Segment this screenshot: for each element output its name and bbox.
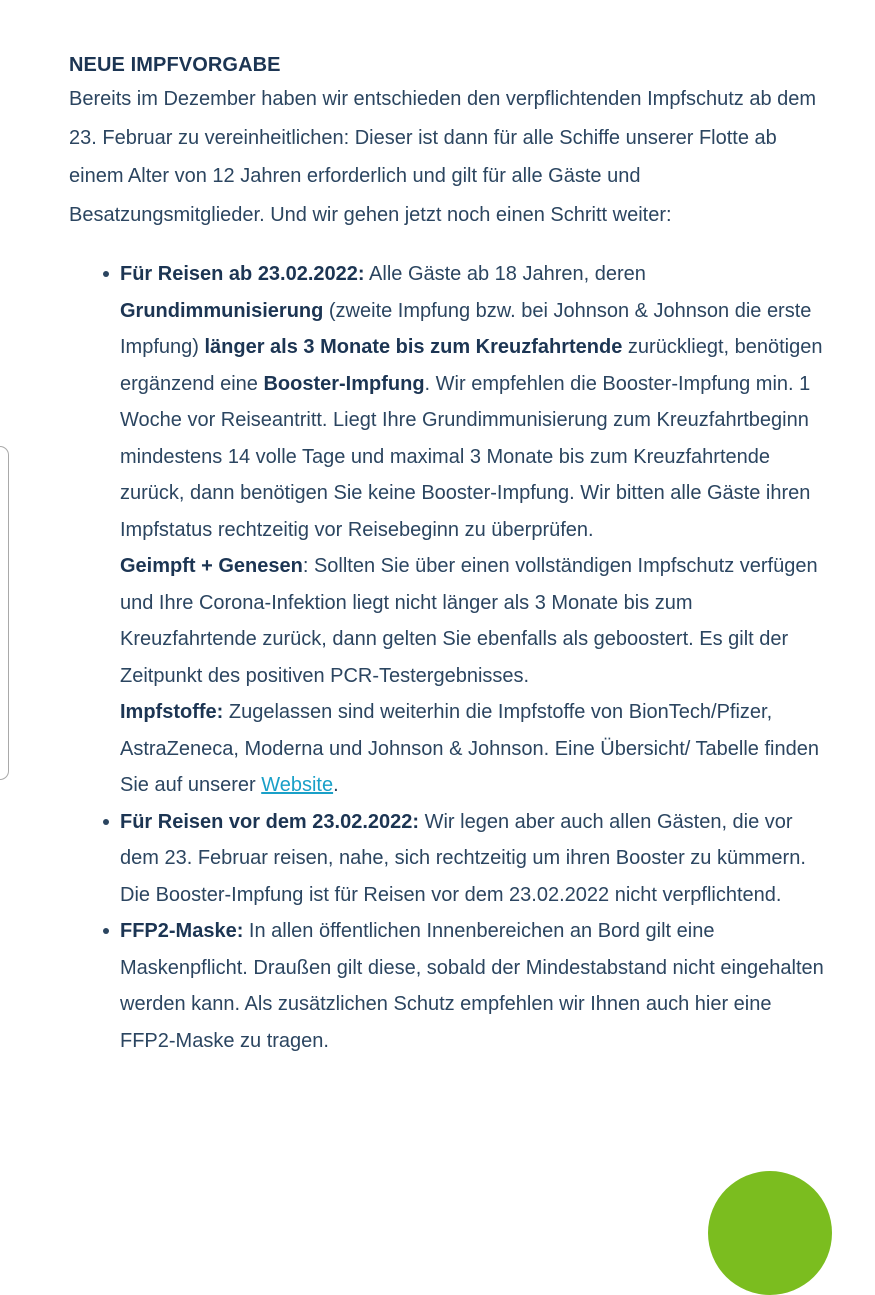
floating-action-button[interactable]: [708, 1171, 832, 1295]
bold-term: Grundimmunisierung: [120, 299, 324, 322]
bullet-dot: [103, 928, 109, 934]
list-item-travel-from-date: [120, 256, 830, 804]
bullet-dot: [103, 271, 109, 277]
list-item-ffp2-mask: [120, 913, 830, 1059]
section-heading: NEUE IMPFVORGABE: [69, 54, 281, 76]
list-item-text: Wir legen aber auch allen Gästen, die vor dem 23. Februar reisen, nahe, sich rechtzeitig um ihren Booster zu kümmern. Die Booster-Impfung ist für Reisen vor dem 23.02.2022 nicht verpflichtend.: [120, 810, 806, 906]
list-item-text: . Wir empfehlen die Booster-Impfung min. 1 Woche vor Reiseantritt. Liegt Ihre Grundimmunisierung zum Kreuzfahrtbeginn mindestens 14 volle Tage und maximal 3 Monate bis zum Kreuzfahrtende zurück, dann benötigen Sie keine Booster-Impfung. Wir bitten alle Gäste ihren Impfstatus rechtzeitig vor Reisebeginn zu überprüfen.: [120, 372, 811, 541]
list-item-lead: Für Reisen vor dem 23.02.2022:: [120, 810, 420, 833]
bold-term: länger als 3 Monate bis zum Kreuzfahrtende: [204, 336, 623, 358]
bullet-dot: [103, 819, 109, 825]
list-item-travel-before-date: [120, 804, 830, 914]
list-item-text: Alle Gäste ab 18 Jahren, deren: [364, 263, 646, 285]
side-panel-handle[interactable]: [0, 446, 9, 780]
article-content: [69, 50, 829, 1059]
bold-term: Booster-Impfung: [263, 372, 425, 395]
rules-list: [69, 256, 830, 1059]
recovered-lead: Geimpft + Genesen: [120, 555, 303, 577]
list-item-text: zurückliegt, benötigen ergänzend eine: [120, 336, 823, 395]
list-item-lead: FFP2-Maske:: [120, 920, 244, 942]
intro-paragraph: Bereits im Dezember haben wir entschieden den verpflichtenden Impfschutz ab dem 23. Februar zu vereinheitlichen: Dieser ist dann für alle Schiffe unserer Flotte ab einem Alter von 12 Jahren erforderlich und gilt für alle Gäste und Besatzungsmitglieder. Und wir gehen jetzt noch einen Schritt weiter:: [69, 88, 817, 226]
vaccines-end: .: [333, 774, 339, 796]
website-link[interactable]: Website: [261, 774, 334, 796]
list-item-text: In allen öffentlichen Innenbereichen an Bord gilt eine Maskenpflicht. Draußen gilt diese, sobald der Mindestabstand nicht eingehalten werden kann. Als zusätzlichen Schutz empfehlen wir Ihnen auch hier eine FFP2-Maske zu tragen.: [120, 920, 824, 1052]
list-item-text: (zweite Impfung bzw. bei Johnson & Johnson die erste Impfung): [120, 299, 812, 358]
list-item-lead: Für Reisen ab 23.02.2022:: [120, 263, 365, 285]
recovered-text: : Sollten Sie über einen vollständigen Impfschutz verfügen und Ihre Corona-Infektion liegt nicht länger als 3 Monate bis zum Kreuzfahrtende zurück, dann gelten Sie ebenfalls als geboostert. Es gilt der Zeitpunkt des positiven PCR-Testergebnisses.: [120, 555, 818, 687]
vaccines-text: Zugelassen sind weiterhin die Impfstoffe von BionTech/Pfizer, AstraZeneca, Moderna und Johnson & Johnson. Eine Übersicht/ Tabelle finden Sie auf unserer: [120, 701, 819, 796]
vaccines-lead: Impfstoffe:: [120, 701, 224, 723]
